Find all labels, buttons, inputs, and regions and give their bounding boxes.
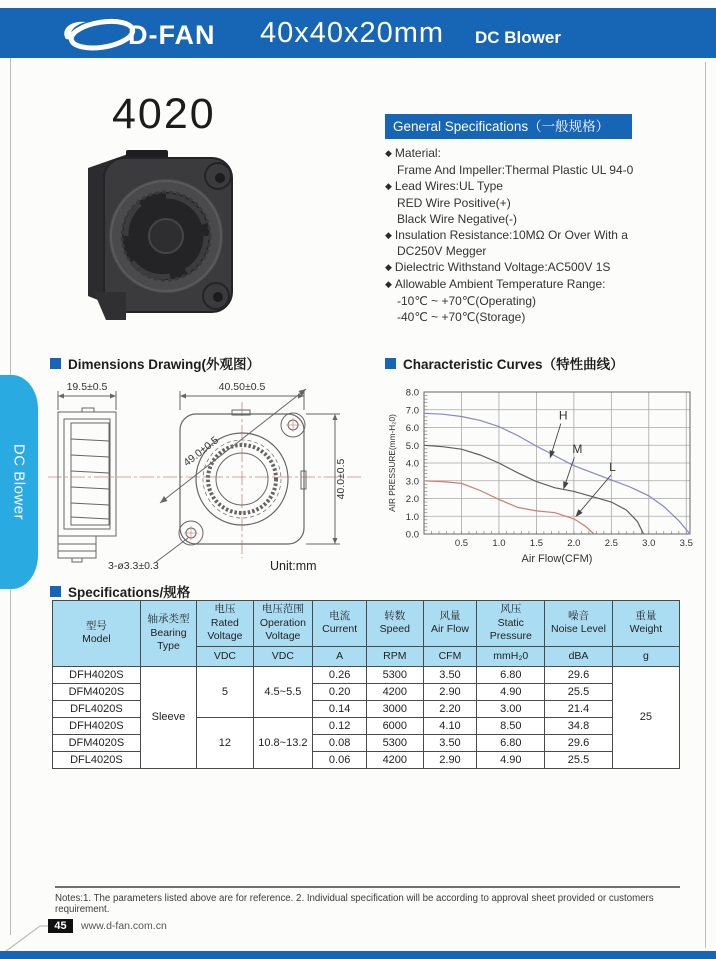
spec-list-item — [385, 146, 707, 163]
product-category: DC Blower — [475, 28, 561, 47]
curves-svg — [386, 380, 698, 568]
col-model: 型号 Model — [53, 601, 141, 667]
section-bullet-icon — [50, 358, 61, 369]
dim-depth-label: 19.5±0.5 — [66, 381, 108, 393]
spec-list-item — [385, 310, 707, 326]
spec-list-item — [385, 179, 707, 196]
curves-heading-label: Characteristic Curves（特性曲线） — [403, 357, 624, 372]
spec-list-text: RED Wire Positive(+) — [397, 195, 511, 210]
cell-static-pressure: 6.80 — [477, 666, 545, 683]
svg-text:2.5: 2.5 — [604, 538, 618, 549]
spec-list-text: Dielectric Withstand Voltage:AC500V 1S — [394, 260, 611, 275]
cell-noise: 29.6 — [545, 666, 613, 683]
notes-divider — [55, 886, 680, 888]
col-bearing: 轴承类型 Bearing Type — [140, 601, 196, 667]
col-current: 电流 Current — [313, 601, 367, 647]
spec-list-item — [385, 212, 707, 228]
spec-list-text: Frame And Impeller:Thermal Plastic UL 94-0 — [397, 162, 634, 177]
svg-text:1.0: 1.0 — [405, 511, 419, 523]
col-weight: 重量 Weight — [612, 601, 679, 647]
page-number-badge: 45 — [48, 919, 73, 933]
brand-logo — [58, 15, 216, 55]
svg-text:7.0: 7.0 — [405, 405, 419, 417]
spec-list-text: Lead Wires:UL Type — [394, 178, 503, 193]
section-bullet-icon — [385, 358, 396, 369]
cell-model: DFM4020S — [53, 683, 141, 700]
cell-noise: 34.8 — [545, 717, 613, 734]
dimensions-heading-label: Dimensions Drawing(外观图） — [68, 357, 261, 372]
header-bar — [0, 8, 716, 58]
col-noise: 噪音 Noise Level — [545, 601, 613, 647]
svg-text:2.0: 2.0 — [567, 538, 581, 549]
curves-section-heading — [385, 353, 624, 373]
svg-text:1.5: 1.5 — [529, 538, 544, 549]
cell-airflow: 3.50 — [423, 734, 477, 751]
brand-name: D-FAN — [128, 19, 216, 50]
cell-static-pressure: 3.00 — [477, 700, 545, 717]
table-header-row — [53, 601, 680, 647]
diamond-bullet-icon: ◆ — [385, 180, 392, 191]
col-operation-voltage: 电压范围 Operation Voltage — [253, 601, 313, 647]
diamond-bullet-icon: ◆ — [385, 148, 392, 158]
general-specs-title-bar: General Specifications（一般规格） — [385, 114, 632, 139]
section-bullet-icon — [50, 586, 61, 597]
dim-holes-label: 3-ø3.3±0.3 — [108, 560, 159, 572]
fan-product-photo — [66, 134, 244, 334]
cell-noise: 25.5 — [545, 683, 613, 700]
dim-height-label: 40.0±0.5 — [335, 458, 347, 500]
specifications-heading-label: Specifications/规格 — [68, 585, 191, 600]
col-static-pressure: 风压 Static Pressure — [477, 601, 545, 647]
specifications-section-heading — [50, 581, 190, 601]
cell-speed: 3000 — [367, 700, 423, 717]
model-series-title: 4020 — [112, 90, 216, 138]
cell-weight: 25 — [612, 666, 679, 768]
spec-list-text: -10℃ ~ +70℃(Operating) — [397, 294, 537, 309]
svg-text:4.0: 4.0 — [405, 458, 419, 470]
col-airflow: 风量 Air Flow — [423, 601, 477, 647]
x-axis-title: Air Flow(CFM) — [521, 553, 593, 565]
spec-list-item — [385, 260, 707, 277]
diamond-bullet-icon: ◆ — [385, 262, 392, 273]
cell-speed: 5300 — [367, 734, 423, 751]
cell-current: 0.06 — [313, 751, 367, 768]
svg-text:3.5: 3.5 — [679, 538, 693, 549]
svg-text:1.0: 1.0 — [492, 538, 506, 549]
curve-label-M: M — [572, 442, 583, 457]
side-tab-dc-blower — [0, 375, 38, 589]
unit-rated-voltage: VDC — [197, 646, 253, 666]
svg-text:0.5: 0.5 — [454, 538, 469, 549]
y-axis-title: AIR PRESSURE(mm-H₂0) — [387, 414, 397, 512]
spec-table-row — [53, 666, 680, 683]
cell-speed: 4200 — [367, 683, 423, 700]
dimensions-section-heading — [50, 353, 260, 373]
svg-text:5.0: 5.0 — [405, 440, 419, 452]
dim-width-label: 40.50±0.5 — [218, 381, 266, 393]
cell-operation-voltage: 10.8~13.2 — [253, 717, 313, 768]
footer-notes: Notes:1. The parameters listed above are for reference. 2. Individual specification will be according to approval sheet provided or customers requirement. — [55, 893, 654, 915]
cell-current: 0.26 — [313, 666, 367, 683]
cell-noise: 21.4 — [545, 700, 613, 717]
specifications-table — [52, 600, 680, 769]
cell-current: 0.14 — [313, 700, 367, 717]
cell-current: 0.20 — [313, 683, 367, 700]
svg-text:0.0: 0.0 — [405, 529, 419, 541]
diamond-bullet-icon: ◆ — [385, 229, 392, 240]
curve-M — [424, 445, 644, 534]
cell-airflow: 2.90 — [423, 751, 477, 768]
cell-model: DFH4020S — [53, 717, 141, 734]
spec-list-text: Material: — [394, 146, 441, 160]
col-rated-voltage: 电压 Rated Voltage — [197, 601, 253, 647]
unit-operation-voltage: VDC — [253, 646, 313, 666]
cell-bearing-type: Sleeve — [140, 666, 196, 768]
spec-list-text: DC250V Megger — [397, 244, 487, 259]
svg-text:3.0: 3.0 — [642, 538, 656, 549]
cell-static-pressure: 8.50 — [477, 717, 545, 734]
spec-list-text: Black Wire Negative(-) — [397, 211, 518, 226]
curve-label-H: H — [558, 408, 568, 423]
cell-speed: 6000 — [367, 717, 423, 734]
unit-static-pressure: mmH₂0 — [477, 646, 545, 666]
cell-airflow: 4.10 — [423, 717, 477, 734]
cell-airflow: 3.50 — [423, 666, 477, 683]
spec-list-item — [385, 163, 707, 179]
curve-label-L: L — [609, 459, 616, 474]
cell-static-pressure: 6.80 — [477, 734, 545, 751]
cell-noise: 25.5 — [545, 751, 613, 768]
col-speed: 转数 Speed — [367, 601, 423, 647]
unit-current: A — [313, 646, 367, 666]
cell-static-pressure: 4.90 — [477, 751, 545, 768]
svg-text:3.0: 3.0 — [405, 476, 419, 488]
spec-list-item — [385, 244, 707, 260]
cell-operation-voltage: 4.5~5.5 — [253, 666, 313, 717]
svg-text:2.0: 2.0 — [405, 494, 419, 505]
general-specs-list — [385, 146, 707, 326]
website-text: www.d-fan.com.cn — [81, 920, 167, 932]
cell-rated-voltage: 5 — [197, 666, 253, 717]
unit-speed: RPM — [367, 646, 423, 666]
cell-model: DFL4020S — [53, 700, 141, 717]
characteristic-curves-chart — [386, 380, 698, 573]
spec-list-item — [385, 228, 707, 245]
cell-rated-voltage: 12 — [197, 717, 253, 768]
side-tab-label: DC Blower — [10, 443, 28, 521]
cell-current: 0.12 — [313, 717, 367, 734]
cell-speed: 5300 — [367, 666, 423, 683]
svg-text:6.0: 6.0 — [405, 423, 419, 434]
product-size-title: 40x40x20mm — [260, 17, 445, 49]
curve-L — [424, 481, 594, 534]
cell-speed: 4200 — [367, 751, 423, 768]
cell-current: 0.08 — [313, 734, 367, 751]
cell-model: DFH4020S — [53, 666, 141, 683]
spec-list-item — [385, 196, 707, 212]
cell-model: DFM4020S — [53, 734, 141, 751]
spec-list-item — [385, 294, 707, 310]
cell-airflow: 2.20 — [423, 700, 477, 717]
unit-airflow: CFM — [423, 646, 477, 666]
unit-weight: g — [612, 646, 679, 666]
cell-static-pressure: 4.90 — [477, 683, 545, 700]
cell-model: DFL4020S — [53, 751, 141, 768]
svg-text:8.0: 8.0 — [405, 387, 419, 399]
dimensions-drawing — [38, 376, 370, 578]
dim-diagonal-label: 49.0±0.5 — [181, 434, 221, 469]
bottom-accent-bar — [0, 951, 716, 959]
spec-list-text: -40℃ ~ +70℃(Storage) — [397, 310, 526, 325]
cell-noise: 29.6 — [545, 734, 613, 751]
cell-airflow: 2.90 — [423, 683, 477, 700]
dim-unit-label: Unit:mm — [270, 559, 317, 573]
diamond-bullet-icon: ◆ — [385, 279, 392, 290]
spec-list-item — [385, 277, 707, 294]
unit-noise: dBA — [545, 646, 613, 666]
spec-list-text: Insulation Resistance:10MΩ Or Over With a — [394, 227, 628, 242]
spec-list-text: Allowable Ambient Temperature Range: — [394, 277, 606, 292]
